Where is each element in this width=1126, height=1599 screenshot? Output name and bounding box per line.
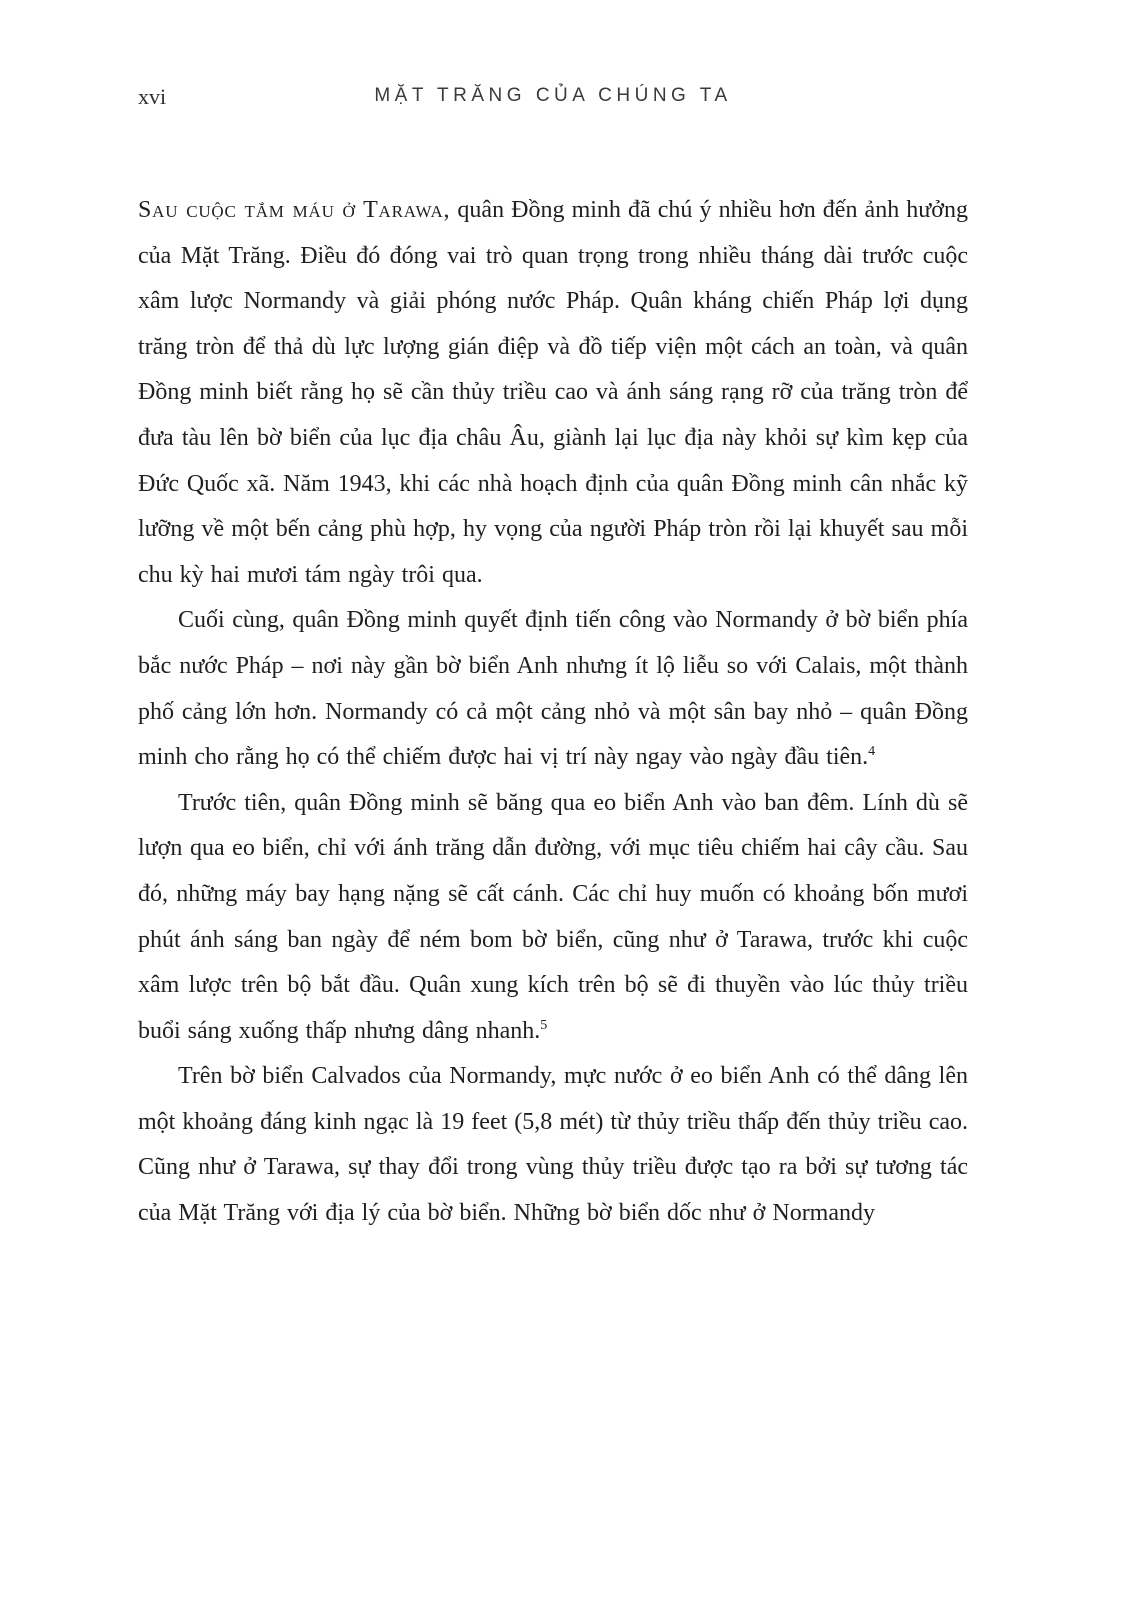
page-header xyxy=(138,82,968,114)
paragraph-3 xyxy=(138,781,968,1055)
footnote-marker-4: 4 xyxy=(868,744,876,760)
paragraph-1-smallcaps-lead: Sau cuộc tắm máu ở Tarawa, xyxy=(138,197,451,223)
running-header-title: MẶT TRĂNG CỦA CHÚNG TA xyxy=(374,85,732,106)
page-body xyxy=(138,188,968,1237)
paragraph-3-text: Trước tiên, quân Đồng minh sẽ băng qua eo biển Anh vào ban đêm. Lính dù sẽ lượn qua eo biển, chỉ với ánh trăng dẫn đường, với mục tiêu chiếm hai cây cầu. Sau đó, những máy bay hạng nặng sẽ cất cánh. Các chỉ huy muốn có khoảng bốn mươi phút ánh sáng ban ngày để ném bom bờ biển, cũng như ở Tarawa, trước khi cuộc xâm lược trên bộ bắt đầu. Quân xung kích trên bộ sẽ đi thuyền vào lúc thủy triều buổi sáng xuống thấp nhưng dâng nhanh. xyxy=(138,789,968,1044)
paragraph-2 xyxy=(138,598,968,780)
paragraph-4 xyxy=(138,1054,968,1236)
page-number: xvi xyxy=(138,84,167,109)
paragraph-1-text: quân Đồng minh đã chú ý nhiều hơn đến ảnh hưởng của Mặt Trăng. Điều đó đóng vai trò quan trọng trong nhiều tháng dài trước cuộc xâm lược Normandy và giải phóng nước Pháp. Quân kháng chiến Pháp lợi dụng trăng tròn để thả dù lực lượng gián điệp và đồ tiếp viện một cách an toàn, và quân Đồng minh biết rằng họ sẽ cần thủy triều cao và ánh sáng rạng rỡ của trăng tròn để đưa tàu lên bờ biển của lục địa châu Âu, giành lại lục địa này khỏi sự kìm kẹp của Đức Quốc xã. Năm 1943, khi các nhà hoạch định của quân Đồng minh cân nhắc kỹ lưỡng về một bến cảng phù hợp, hy vọng của người Pháp tròn rồi lại khuyết sau mỗi chu kỳ hai mươi tám ngày trôi qua. xyxy=(138,197,968,588)
paragraph-4-text: Trên bờ biển Calvados của Normandy, mực nước ở eo biển Anh có thể dâng lên một khoảng đáng kinh ngạc là 19 feet (5,8 mét) từ thủy triều thấp đến thủy triều cao. Cũng như ở Tarawa, sự thay đổi trong vùng thủy triều được tạo ra bởi sự tương tác của Mặt Trăng với địa lý của bờ biển. Những bờ biển dốc như ở Normandy xyxy=(138,1063,968,1227)
paragraph-1 xyxy=(138,188,968,598)
footnote-marker-5: 5 xyxy=(540,1017,548,1033)
paragraph-2-text: Cuối cùng, quân Đồng minh quyết định tiến công vào Normandy ở bờ biển phía bắc nước Pháp – nơi này gần bờ biển Anh nhưng ít lộ liễu so với Calais, một thành phố cảng lớn hơn. Normandy có cả một cảng nhỏ và một sân bay nhỏ – quân Đồng minh cho rằng họ có thể chiếm được hai vị trí này ngay vào ngày đầu tiên. xyxy=(138,607,968,771)
